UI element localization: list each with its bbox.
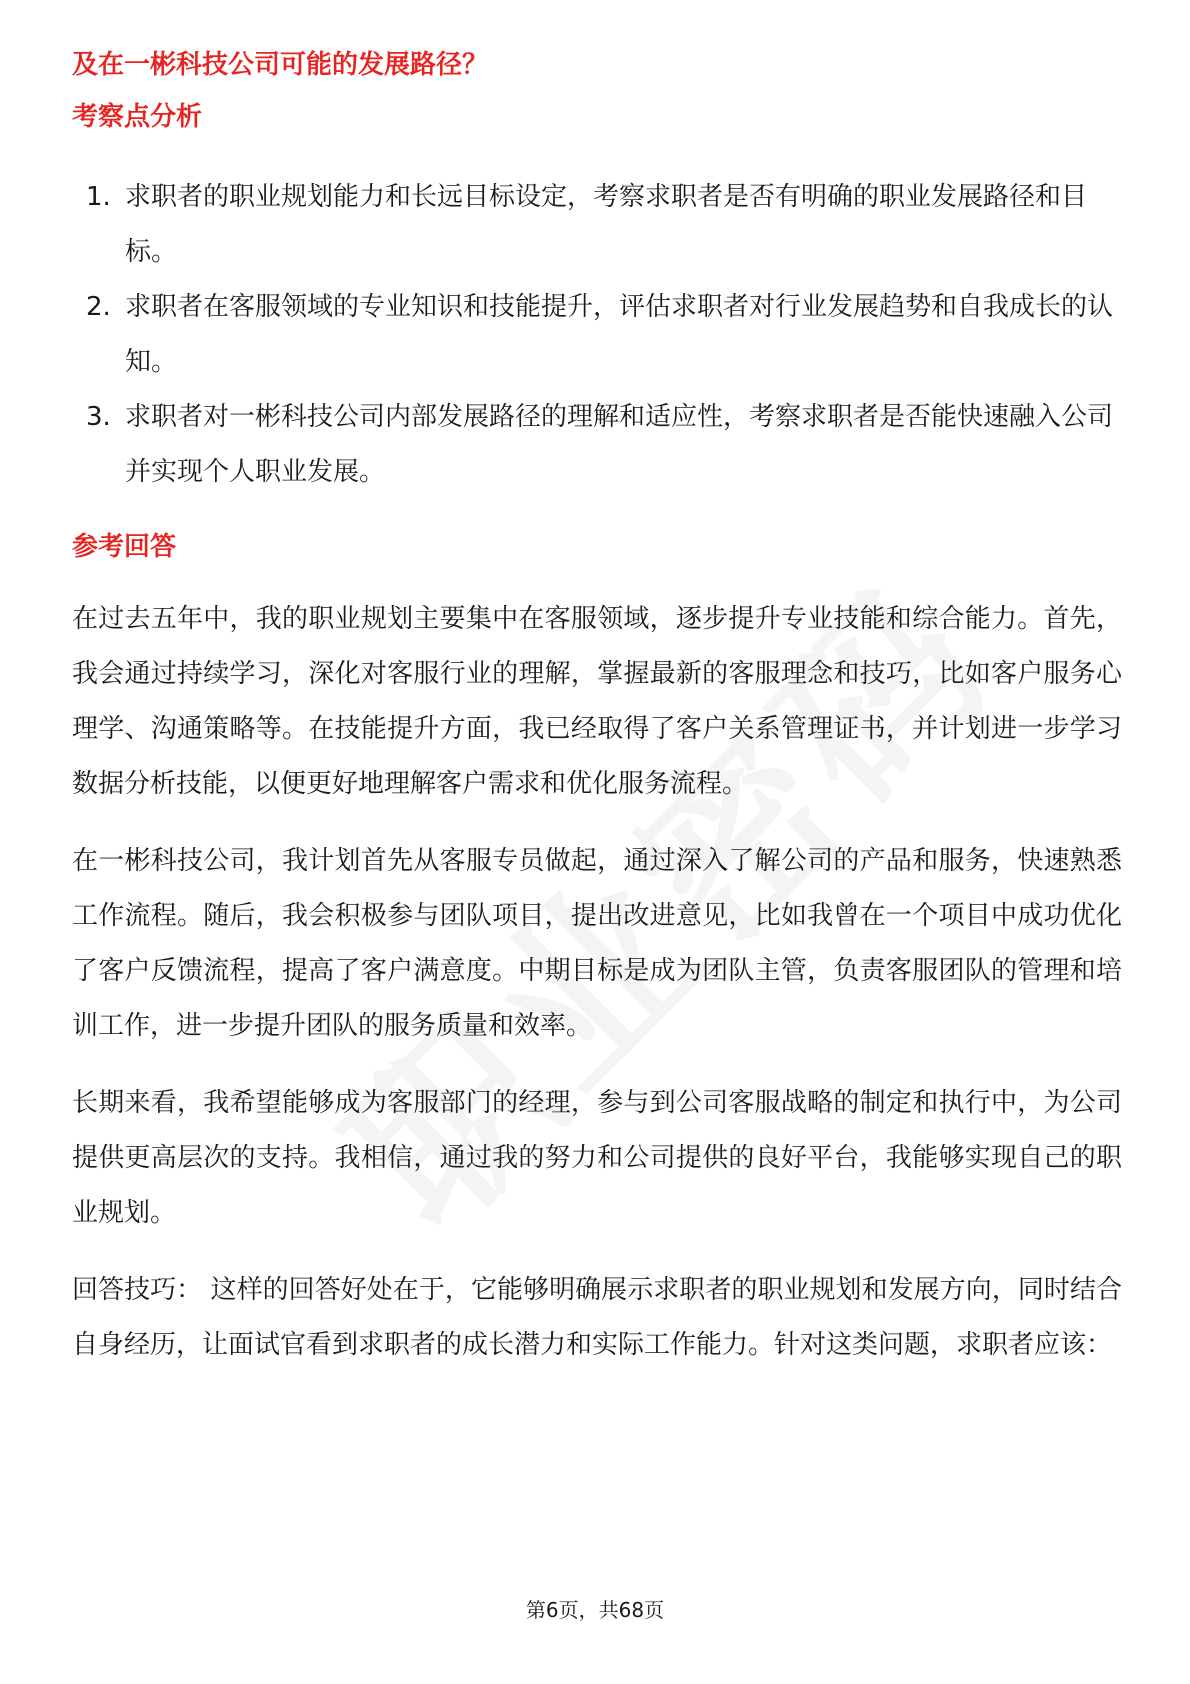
point-text: 求职者对一彬科技公司内部发展路径的理解和适应性，考察求职者是否能快速融入公司并实现个人职业发展。 <box>125 402 1114 487</box>
question-heading: 及在一彬科技公司可能的发展路径？ <box>72 50 489 80</box>
answer-tips-paragraph: 回答技巧： 这样的回答好处在于，它能够明确展示求职者的职业规划和发展方向，同时结合自身经历，让面试官看到求职者的成长潜力和实际工作能力。针对这类问题，求职者应该： <box>72 1275 1122 1360</box>
analysis-point <box>72 390 1122 500</box>
reference-paragraph: 长期来看，我希望能够成为客服部门的经理，参与到公司客服战略的制定和执行中，为公司提供更高层次的支持。我相信，通过我的努力和公司提供的良好平台，我能够实现自己的职业规划。 <box>72 1088 1122 1228</box>
reference-paragraph: 在过去五年中，我的职业规划主要集中在客服领域，逐步提升专业技能和综合能力。首先，我会通过持续学习，深化对客服行业的理解，掌握最新的客服理念和技巧，比如客户服务心理学、沟通策略等。在技能提升方面，我已经取得了客户关系管理证书，并计划进一步学习数据分析技能，以便更好地理解客户需求和优化服务流程。 <box>72 604 1122 799</box>
analysis-point <box>72 280 1122 390</box>
point-text: 求职者在客服领域的专业知识和技能提升，评估求职者对行业发展趋势和自我成长的认知。 <box>125 292 1114 377</box>
point-number: 2. <box>86 292 111 322</box>
page-content <box>72 46 1122 1395</box>
point-text: 求职者的职业规划能力和长远目标设定，考察求职者是否有明确的职业发展路径和目标。 <box>125 182 1088 267</box>
analysis-heading: 考察点分析 <box>72 102 203 132</box>
point-number: 3. <box>86 402 111 432</box>
analysis-points-list <box>72 170 1122 500</box>
reference-paragraph: 在一彬科技公司，我计划首先从客服专员做起，通过深入了解公司的产品和服务，快速熟悉工作流程。随后，我会积极参与团队项目，提出改进意见，比如我曾在一个项目中成功优化了客户反馈流程，提高了客户满意度。中期目标是成为团队主管，负责客服团队的管理和培训工作，进一步提升团队的服务质量和效率。 <box>72 846 1122 1041</box>
page-number-footer: 第6页，共68页 <box>525 1598 665 1622</box>
analysis-point <box>72 170 1122 280</box>
reference-heading: 参考回答 <box>72 532 177 562</box>
point-number: 1. <box>86 182 111 212</box>
